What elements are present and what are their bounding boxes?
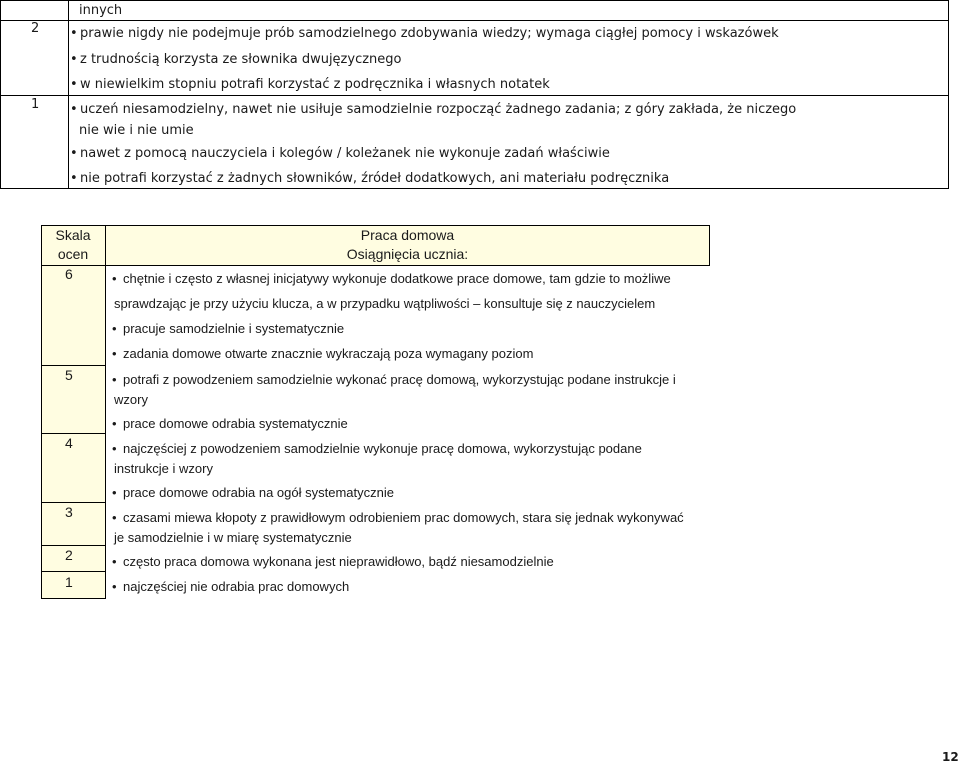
list-item: • czasami miewa kłopoty z prawidłowym odrobieniem prac domowych, stara się jednak wykonywać (112, 510, 684, 525)
bullet-icon: • (112, 416, 117, 431)
scale-header-line2: ocen (57, 246, 89, 262)
list-item: • najczęściej z powodzeniem samodzielnie wykonuje pracę domowa, wykorzystując podane (112, 441, 642, 456)
row-top-text: innych (79, 3, 123, 18)
bullet-icon: • (70, 77, 78, 92)
list-item-continuation: wzory (114, 392, 148, 407)
grade-divider (41, 365, 106, 366)
bullet-icon: • (112, 485, 117, 500)
bullet-icon: • (112, 321, 117, 336)
scale-header-line1: Skala (55, 227, 91, 243)
list-item-continuation: instrukcje i wzory (114, 461, 213, 476)
list-item: • nawet z pomocą nauczyciela i kolegów / koleżanek nie wykonuje zadań właściwie (70, 146, 610, 161)
bullet-icon: • (112, 441, 117, 456)
bullet-icon: • (70, 171, 78, 186)
header-subtitle: Osiągnięcia ucznia: (346, 246, 469, 262)
list-item: • zadania domowe otwarte znacznie wykraczają poza wymagany poziom (112, 346, 534, 361)
list-item-continuation: je samodzielnie i w miarę systematycznie (114, 530, 352, 545)
bullet-icon: • (112, 510, 117, 525)
grade-6: 6 (65, 266, 73, 282)
grade-divider (41, 571, 106, 572)
homework-grading-table (41, 225, 711, 599)
list-item: • w niewielkim stopniu potrafi korzystać z podręcznika i własnych notatek (70, 77, 550, 92)
list-item: • chętnie i często z własnej inicjatywy wykonuje dodatkowe prace domowe, tam gdzie to możliwe (112, 271, 671, 286)
list-item: • nie potrafi korzystać z żadnych słowników, źródeł dodatkowych, ani materiału podręcznika (70, 171, 670, 186)
header-title: Praca domowa (360, 227, 455, 243)
list-item: • potrafi z powodzeniem samodzielnie wykonać pracę domową, wykorzystując podane instrukcje i (112, 372, 676, 387)
criteria-table-top (0, 0, 949, 189)
list-item: • często praca domowa wykonana jest nieprawidłowo, bądź niesamodzielnie (112, 554, 554, 569)
grade-divider (41, 502, 106, 503)
list-item: • prace domowe odrabia na ogół systematycznie (112, 485, 394, 500)
list-item: • najczęściej nie odrabia prac domowych (112, 579, 350, 594)
grade-1: 1 (65, 574, 73, 590)
bullet-icon: • (112, 271, 117, 286)
bullet-icon: • (112, 554, 117, 569)
list-item-continuation: sprawdzając je przy użyciu klucza, a w przypadku wątpliwości – konsultuje się z nauczycielem (114, 296, 656, 311)
list-item: • prawie nigdy nie podejmuje prób samodzielnego zdobywania wiedzy; wymaga ciągłej pomocy i wskazówek (70, 26, 779, 41)
grade-5: 5 (65, 367, 73, 383)
grade-divider (41, 545, 106, 546)
list-item-continuation: nie wie i nie umie (79, 123, 194, 138)
grade-2: 2 (65, 547, 73, 563)
bullet-icon: • (70, 26, 78, 41)
bullet-icon: • (112, 579, 117, 594)
bullet-icon: • (70, 102, 78, 117)
grade-2-label: 2 (31, 21, 40, 36)
bullet-icon: • (70, 146, 78, 161)
grade-1-label: 1 (31, 97, 40, 112)
bullet-icon: • (112, 346, 117, 361)
grade-4: 4 (65, 435, 73, 451)
bullet-icon: • (112, 372, 117, 387)
page-number: 12 (942, 750, 959, 764)
row-divider (1, 20, 948, 21)
grade-divider (41, 433, 106, 434)
grade-3: 3 (65, 504, 73, 520)
list-item: • uczeń niesamodzielny, nawet nie usiłuje samodzielnie rozpocząć żadnego zadania; z góry zakłada, że niczego (70, 102, 797, 117)
row-divider (1, 95, 948, 96)
list-item: • z trudnością korzysta ze słownika dwujęzycznego (70, 52, 402, 67)
list-item: • pracuje samodzielnie i systematycznie (112, 321, 345, 336)
list-item: • prace domowe odrabia systematycznie (112, 416, 348, 431)
bullet-icon: • (70, 52, 78, 67)
